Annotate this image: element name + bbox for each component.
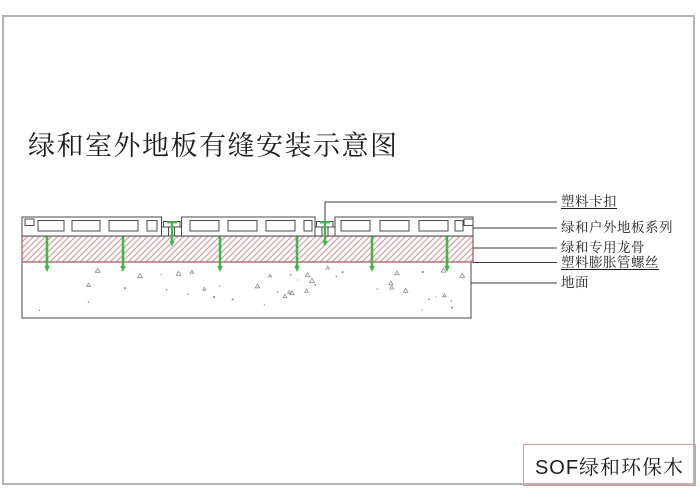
brand-stamp-text: SOF绿和环保木	[534, 456, 685, 479]
ground-layer	[22, 262, 471, 318]
callout-expansion-screw: 塑料膨胀管螺丝	[561, 255, 659, 270]
callout-outdoor-floor-series: 绿和户外地板系列	[561, 220, 673, 235]
page-title: 绿和室外地板有缝安装示意图	[28, 131, 399, 161]
callout-ground: 地面	[561, 275, 589, 290]
keel-hatch-layer	[22, 236, 473, 262]
brand-stamp-box	[523, 444, 696, 486]
callout-special-keel: 绿和专用龙骨	[561, 240, 645, 255]
callout-plastic-clip: 塑料卡扣	[561, 194, 617, 209]
floor-boards	[22, 217, 473, 236]
